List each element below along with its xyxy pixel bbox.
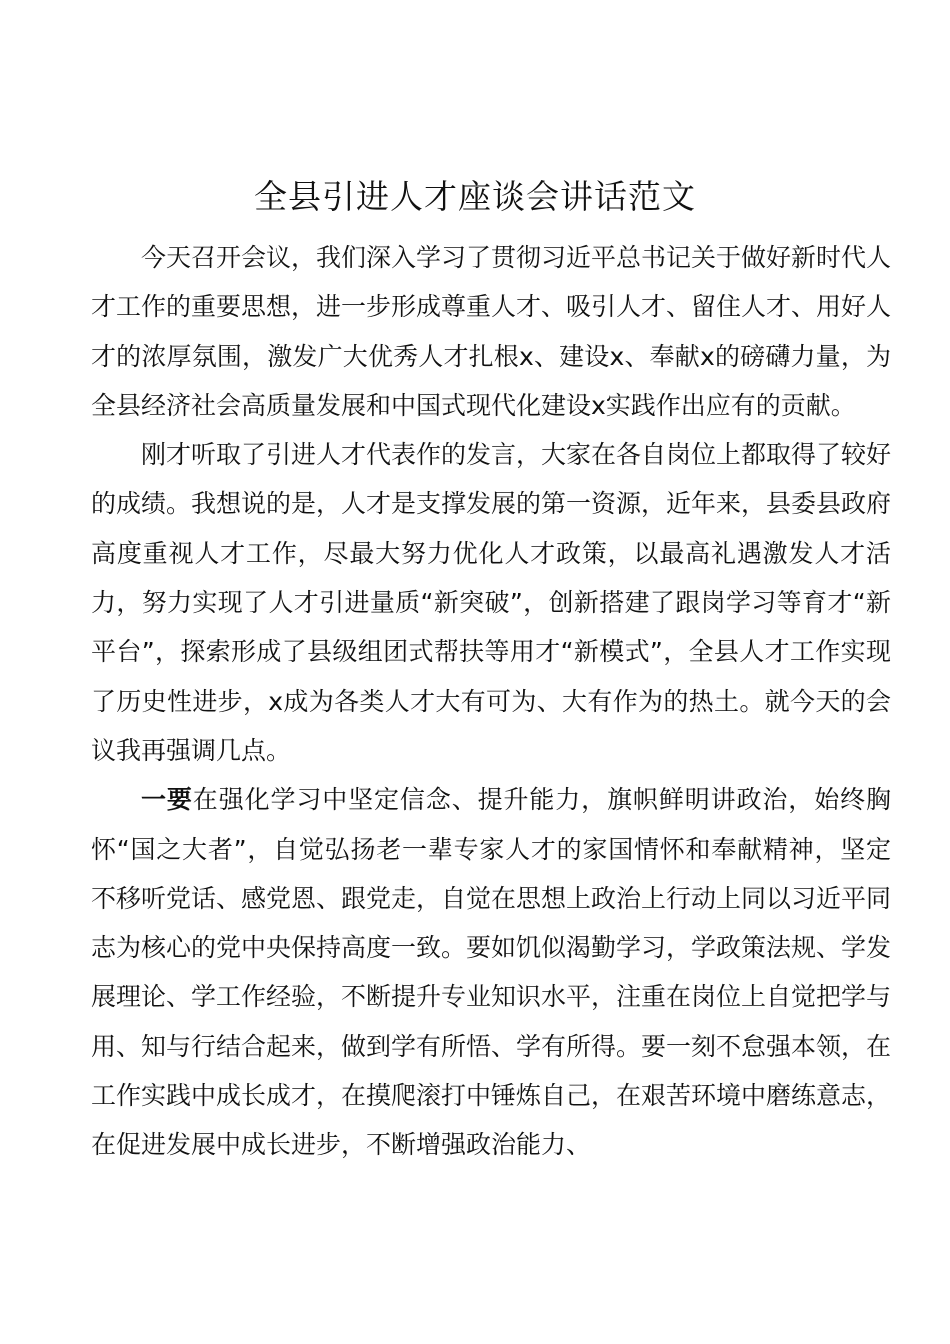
document-title: 全县引进人才座谈会讲话范文 [254,177,696,216]
paragraph-text: 今天召开会议，我们深入学习了贯彻习近平总书记关于做好新时代人才工作的重要思想，进一步形成尊重人才、吸引人才、留住人才、用好人才的浓厚氛围，激发广大优秀人才扎根x、建设x、奉献x的磅礴力量，为全县经济社会高质量发展和中国式现代化建设x实践作出应有的贡献。 [91,243,892,420]
paragraph-text: 刚才听取了引进人才代表作的发言，大家在各自岗位上都取得了较好的成绩。我想说的是，人才是支撑发展的第一资源，近年来，县委县政府高度重视人才工作，尽最大努力优化人才政策，以最高礼遇激发人才活力，努力实现了人才引进量质“新突破”，创新搭建了跟岗学习等育才“新平台”，探索形成了县级组团式帮扶等用才“新模式”，全县人才工作实现了历史性进步，x成为各类人才大有可为、大有作为的热土。就今天的会议我再强调几点。 [91,440,892,765]
paragraph-lead: 一要 [141,785,193,815]
paragraph-3 [91,775,891,1169]
paragraph-1 [91,233,891,430]
document-body [91,233,891,1170]
paragraph-text: 在强化学习中坚定信念、提升能力，旗帜鲜明讲政治，始终胸怀“国之大者”，自觉弘扬老一辈专家人才的家国情怀和奉献精神，坚定不移听党话、感党恩、跟党走，自觉在思想上政治上行动上同以习近平同志为核心的党中央保持高度一致。要如饥似渴勤学习，学政策法规、学发展理论、学工作经验，不断提升专业知识水平，注重在岗位上自觉把学与用、知与行结合起来，做到学有所悟、学有所得。要一刻不怠强本领，在工作实践中成长成才，在摸爬滚打中锤炼自己，在艰苦环境中磨练意志，在促进发展中成长进步，不断增强政治能力、 [91,785,892,1160]
paragraph-2 [91,430,891,775]
